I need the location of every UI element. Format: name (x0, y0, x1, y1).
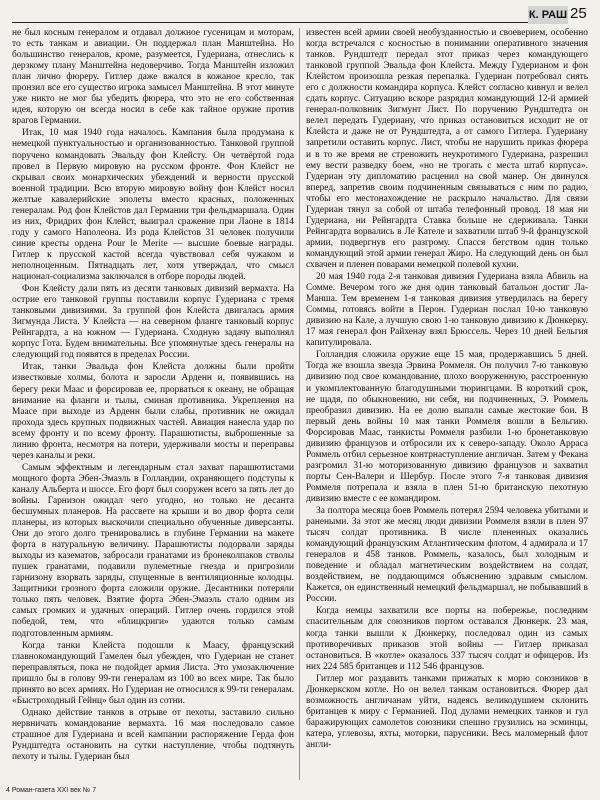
right-column (306, 28, 588, 780)
article-paragraph: не был косным генералом и отдавал должное гусеницам и моторам, то есть танкам и авиации. Он поддержал план Манштейна. Но большинство генералов, кроме, разумеется, Гудериана, отнеслись к дерзкому плану Манштейна недоверчиво. Тогда Манштейн изложил план лично фюреру. Гитлер даже вжался в кожаное кресло, так пронзил все его существо игрока замысел Манштейна. В этот минуте уже никто не мог бы убедить фюрера, что это не его собственная идея, которую он всегда носил в себе как тайное оружие против врагов Германии. (12, 28, 294, 127)
left-column (12, 28, 294, 780)
article-paragraph: Итак, танки Эвальда фон Клейста должны были пройти известковые холмы, болота и заросли Арденн и, появившись на берегу реки Маас и форсировав ее, прорваться к океану, не обращая внимание на фланги и тылы, сминая противника. Укрепления на Маасе при выходе из Арденн были слабы, противник не ожидал прохода здесь крупных подвижных частей. Авиация нанесла удар по всему фронту и по всему фронту. Парашютисты, выброшенные за линию фронта, несмотря на потери, удерживали мосты и переправы через каналы и реки. (12, 362, 294, 461)
article-paragraph: 20 мая 1940 года 2-я танковая дивизия Гудериана взяла Абвиль на Сомме. Вечером того же дня один танковый батальон достиг Ла-Манша. Тем временем 1-я танковая дивизия утвердилась на берегу Соммы, готовясь войти в Перон. Гудериан послал 10-ю танковую дивизию на Кале, а лучшую свою 1-ю танковую дивизию к Дюнкерку. 17 мая генерал фон Райхенау взял Брюссель. Через 10 дней Бельгия капитулировала. (306, 272, 588, 349)
article-paragraph: Когда немцы захватили все порты на побережье, последним спасительным для союзников портом оставался Дюнкерк. 23 мая, когда танки вышли к Дюнкерку, последовал один из самых противоречивых приказов этой войны — Гитлер приказал остановиться. В «котле» оказалось 337 тысяч солдат и офицеров. Из них 224 585 британцев и 112 546 французов. (306, 606, 588, 672)
footer-issue: 4 Роман-газета XXI век № 7 (6, 787, 97, 794)
column-divider (299, 28, 300, 780)
article-paragraph: Самым эффектным и легендарным стал захват парашютистами мощного форта Эбен-Эмаэль в Голландии, охраняющего подступы к каналу Альберта и шоссе. Его форт был сооружен всего за пять лет до войны. Гарнизон ожидал чего угодно, но только не десанта бесшумных планеров. На рассвете на крыши и во двор форта сели планеры, из которых выскочили специально обученные диверсанты. Они до этого долго тренировались в глубине Германии на макете форта в натуральную величину. Парашютисты подорвали заряды выходы из казематов, забросали гранатами из бронеколпаков стволы пушек гранатами, подавили пулеметные гнезда и пригрозили гарнизону взорвать заряды, спущенные в вентиляционные колодцы. Защитники грозного форта сложили оружие. Десантники потеряли только пять человек. Взятие форта Эбен-Эмаэль стало одним из самых громких и удачных операций. Гитлер очень гордился этой победой, тем, что «блицкриги» удаются только самым подготовленным армиям. (12, 462, 294, 639)
page-number: 25 (570, 5, 587, 22)
header-rule (12, 22, 528, 23)
article-paragraph: Итак, 10 мая 1940 года началось. Кампания была продумана к немецкой пунктуальностью и организованностью. Танковой группой поручено командовать Эвальду фон Клейсту. Он четвёртой года провел в Первую мировую на русском фронте. Фон Клейст не скрывал своих монархических убеждений и верности прусской военной традиции. Всю вторую мировую войну фон Клейст носил желтые кавалерийские эполеты вместо красных, положенных генералам. Род фон Клейстов дал Германии три фельдмаршала. Один из них, Фридрих фон Клейст, выиграл сражение при Лаоне в 1814 году у самого Наполеона. Из рода Клейстов 31 человек получили синие кресты ордена Pour le Merite — высшие боевые награды. Гитлер к прусской кастой всегда чувствовал себя чужаком и неполноценным. Пятнадцать лет, хотя утверждал, что смысл национал-социализма заключался в отборе породы людей. (12, 128, 294, 283)
article-paragraph: За полтора месяца боев Роммель потерял 2594 человека убитыми и ранеными. За этот же месяц люди дивизии Роммеля взяли в плен 97 тысяч солдат противника. В числе плененных оказались командующий французским Атлантическим флотом, 4 адмирала и 17 генералов и 458 танков. Роммель, казалось, был холодным и поведение и обладал магнетическим воздействием на солдат, воздействием, не поддающимся объяснению здравым смыслом. Кажется, он единственный немецкий фельдмаршал, не побывавший в России. (306, 506, 588, 605)
article-paragraph: Гитлер мог раздавить танками прижатых к морю союзников в Дюнкеркском котле. Но он велел танкам остановиться. Фюрер дал возможность англичанам уйти, надеясь великодушием склонить британцев к миру с Германией. Под дулами немецких танков и гул баражирующих самолетов союзники спешно грузились на эсминцы, катера, углевозы, яхты, моторки, парусники. Весь маломерный флот англи- (306, 673, 588, 750)
article-paragraph: известен всей армии своей необузданностью и своеверием, особенно когда встречался с косностью в понимании оперативного значения танков. Рундштедт передал этот приказ через командующего танковой группой Эвальда фон Клейста. Между Гудерианом и фон Клейстом произошла резкая перепалка. Гудериан потребовал снять его с должности командира корпуса. Клейст согласно кивнул и велел сдать корпус. Ситуацию вскоре разрядил командующий 12-й армией генерал-полковник Зигмунт Лист. По поручению Рундштедта он велел передать Гудериану, что приказ остановиться исходит не от Клейста и даже не от Рундштедта, а от самого Гитлера. Гудериану запретили оставить корпус. Лист, чтобы не нарушить приказ фюрера и в то же время не стреножить неукротимого Гудериана, разрешил ему вести разведку боем, «но не трогать с места штаб корпуса». Гудериан эту дипломатию расценил на свой манер. Он двинулся вперед, запретив своим подчиненным связываться с ним по радио, чтобы его местонахождение не раскрыло начальство. Для связи Гудериан тянул за собой от штаба телефонный провод. 18 мая ни Гудериана, ни Рейнгардта Ставка больше не сдерживала. Танки Рейнгардта ворвались в Ле Кателе и захватили штаб 9-й французской армии, подвергнув его разгрому. Спасся бегством один только командующий этой армии генерал Жиро. На следующий день он был схвачен и пленен поварами немецкой полевой кухни. (306, 28, 588, 270)
section-tag: К. РАШ (528, 6, 568, 24)
article-paragraph: Фон Клейсту дали пять из десяти танковых дивизий вермахта. На острие его танковой группы поставили корпус Гудериана с тремя танковыми дивизиями. За группой фон Клейста двигалась армия Зигмунда Листа. У Клейста — на северном фланге танковый корпус Рейнгардта, а на южном — Гудериана. Сходную задачу выполнял корпус Гота. Будем внимательны. Все упомянутые здесь генералы на следующий год появятся в пределах России. (12, 284, 294, 361)
article-paragraph: Однако действие танков в отрыве от пехоты, заставило сильно нервничать командование вермахта. 16 мая последовало самое страшное для Гудериана и всей кампании распоряжение Герда фон Рундштедта остановить на сутки наступление, чтобы подтянуть пехоту и тылы. Гудериан был (12, 707, 294, 763)
article-paragraph: Голландия сложила оружие еще 15 мая, продержавшись 5 дней. Тогда же взошла звезда Эрвина Роммеля. Он получил 7-ю танковую дивизию под свое командование, плохо вооруженную, расстроенную и укомплектованную благодушными тюрингцами. В короткий срок, не щадя, по обыкновению, ни себя, ни подчиненных, Э. Роммель преобразил дивизию. На ее долю выпали самые жестокие бои. В первый день войны 10 мая танки Роммеля вошли в Бельгию. Форсировав Маас, танкисты Роммеля разбили 1-ю бронетанковую дивизию французов и отбросили их к северо-западу. Около Арраса Роммель отбил серьезное контрнаступление англичан. Затем у Фекана разгромил 31-ю моторизованную дивизию французов и захватил порты Сен-Валери и Шербур. После этого 7-я танковая дивизия Роммеля потрепала и взяла в плен 51-ю британскую пехотную дивизию вместе с ее командиром. (306, 350, 588, 504)
article-paragraph: Когда танки Клейста подошли к Маасу, французский главнокомандующий Гамелен был убежден, что Гудериан не станет переправляться, пока не подойдет армия Листа. Это умозаключение пришло бы в голову 99-ти генералам из 100 во всех мире. Так было принято во всех армиях. Но Гудериан не относился к 99-ти генералам. «Быстроходный Гейнц» был один из сотни. (12, 640, 294, 706)
